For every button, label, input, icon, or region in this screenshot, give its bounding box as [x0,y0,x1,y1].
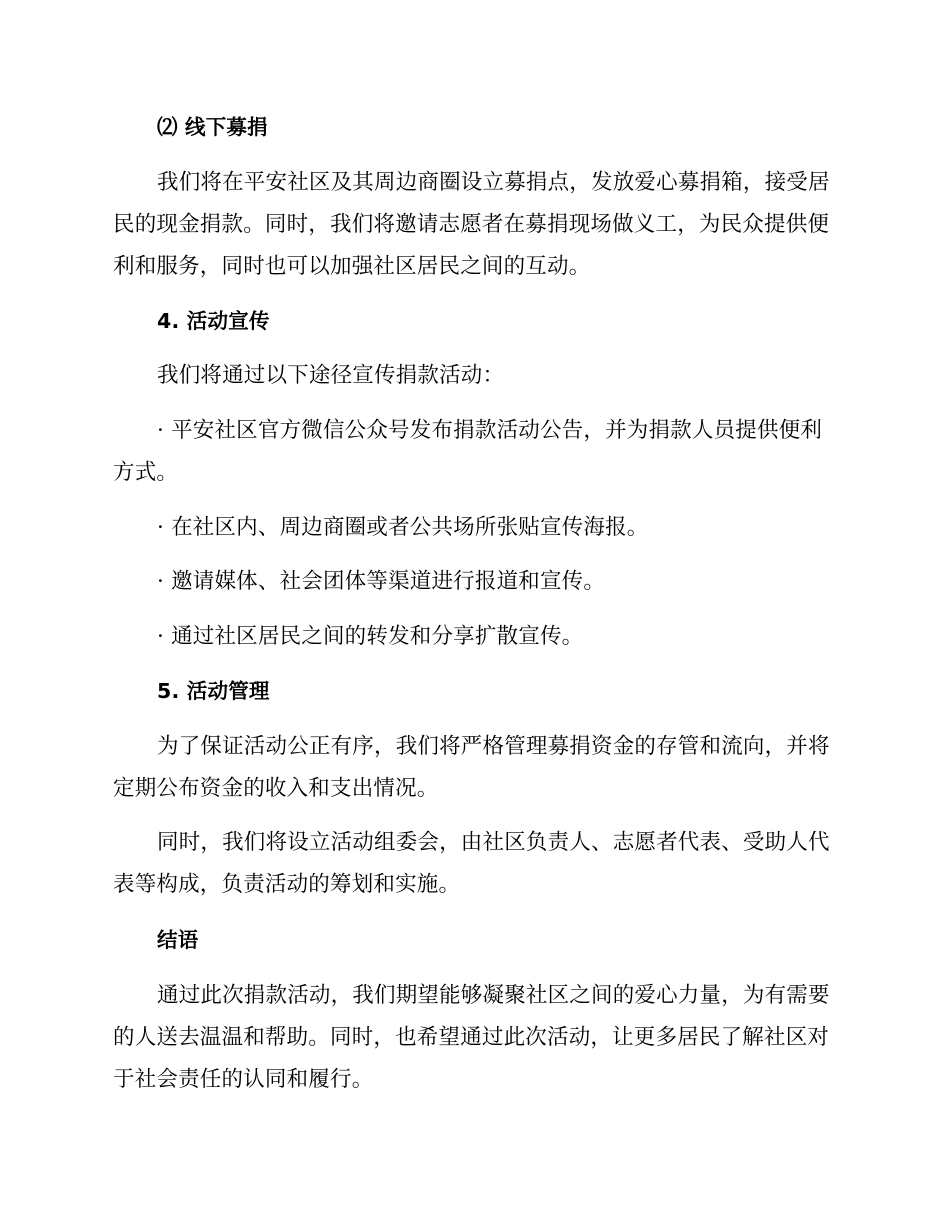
section-heading-promotion: 4. 活动宣传 [157,309,270,333]
paragraph-conclusion: 通过此次捐款活动，我们期望能够凝聚社区之间的爱心力量，为有需要的人送去温温和帮助。同时，也希望通过此次活动，让更多居民了解社区对于社会责任的认同和履行。 [113,983,830,1092]
list-item-wechat-announcement: · 平安社区官方微信公众号发布捐款活动公告，并为捐款人员提供便利方式。 [113,418,823,485]
section-heading-management: 5. 活动管理 [157,679,270,703]
section-heading-offline-fundraising: ⑵ 线下募捐 [157,115,268,139]
list-item-posters: · 在社区内、周边商圈或者公共场所张贴宣传海报。 [157,515,649,540]
paragraph-offline-fundraising: 我们将在平安社区及其周边商圈设立募捐点，发放爱心募捐箱，接受居民的现金捐款。同时，我们将邀请志愿者在募捐现场做义工，为民众提供便利和服务，同时也可以加强社区居民之间的互动。 [113,170,830,279]
paragraph-management-committee: 同时，我们将设立活动组委会，由社区负责人、志愿者代表、受助人代表等构成，负责活动的筹划和实施。 [113,830,830,897]
list-item-media: · 邀请媒体、社会团体等渠道进行报道和宣传。 [157,569,606,594]
list-item-sharing: · 通过社区居民之间的转发和分享扩散宣传。 [157,624,584,649]
section-heading-conclusion: 结语 [157,928,199,952]
paragraph-promotion-intro: 我们将通过以下途径宣传捐款活动： [157,363,505,388]
paragraph-management-funds: 为了保证活动公正有序，我们将严格管理募捐资金的存管和流向，并将定期公布资金的收入和支出情况。 [113,734,830,801]
